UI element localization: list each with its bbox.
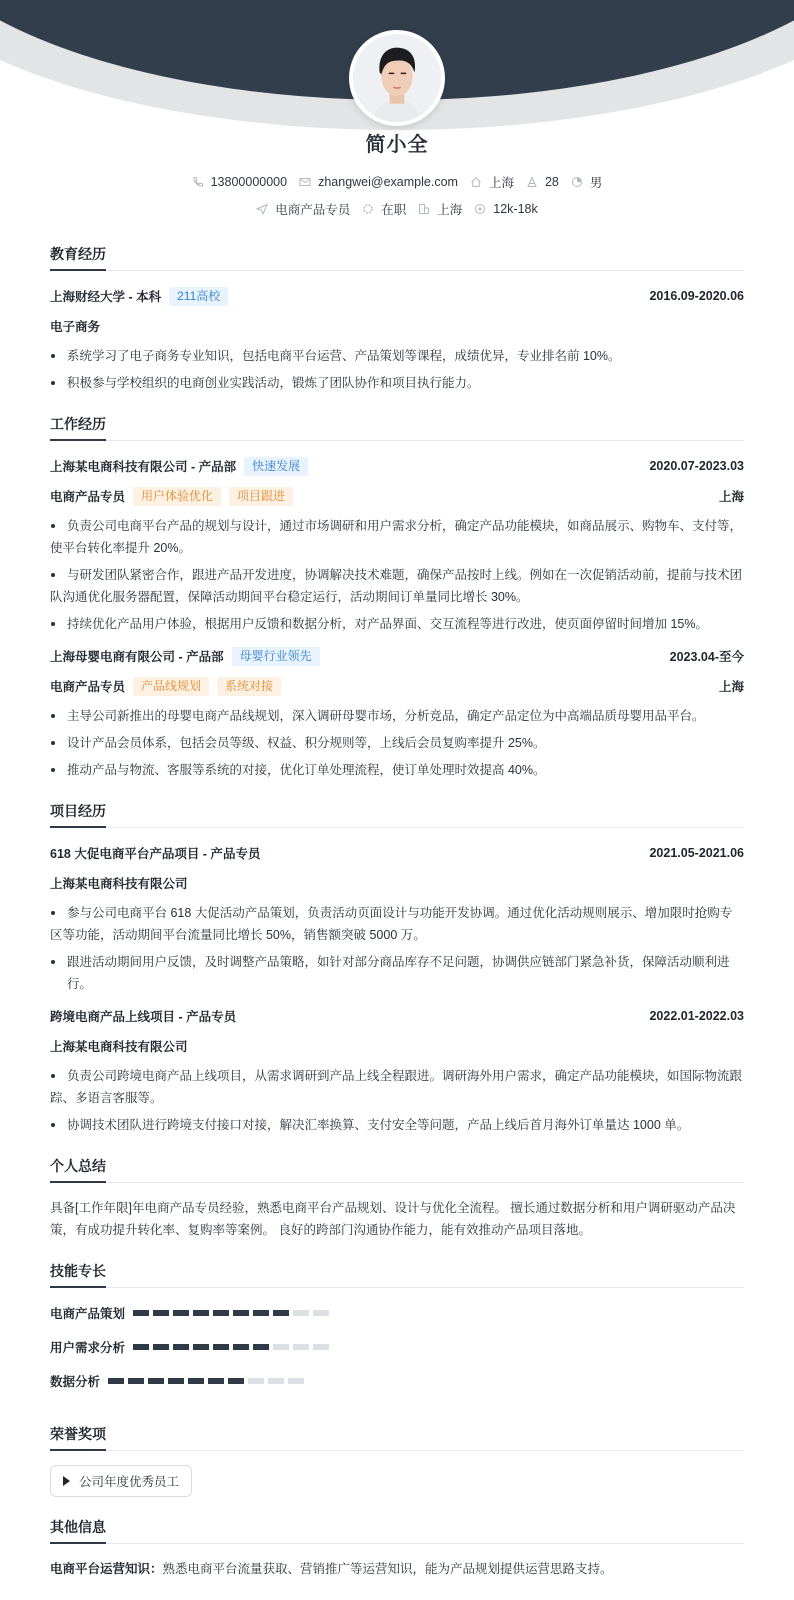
skill-segment <box>233 1310 249 1316</box>
section-title: 教育经历 <box>50 244 744 271</box>
position-item <box>256 200 350 218</box>
salary-icon <box>474 203 486 215</box>
list-item: 与研发团队紧密合作，跟进产品开发进度，协调解决技术难题，确保产品按时上线。例如在一次促销活动前，提前与技术团队沟通优化服务器配置，保障活动期间平台稳定运行，活动期间订单量同比增长 30%。 <box>50 564 744 608</box>
age-icon <box>526 176 538 188</box>
other-section <box>50 1517 744 1580</box>
city-text: 上海 <box>488 176 514 190</box>
gender-item <box>571 173 603 191</box>
list-item: 负责公司跨境电商产品上线项目，从需求调研到产品上线全程跟进。调研海外用户需求，确定产品功能模块，如国际物流跟踪、多语言客服等。 <box>50 1065 744 1109</box>
skill-segment <box>273 1310 289 1316</box>
skill-name: 电商产品策划 <box>50 1307 126 1321</box>
caret-right-icon <box>63 1476 70 1486</box>
school-name: 上海财经大学 - 本科 <box>50 290 162 304</box>
project-company: 上海某电商科技有限公司 <box>50 877 188 891</box>
skill-segment <box>253 1344 269 1350</box>
summary-text: 具备[工作年限]年电商产品专员经验，熟悉电商平台产品规划、设计与优化全流程。 擅长通过数据分析和用户调研驱动产品决策，有成功提升转化率、复购率等案例。 良好的跨部门沟通协作能力，能有效推动产品项目落地。 <box>50 1201 736 1237</box>
list-item: 协调技术团队进行跨境支付接口对接，解决汇率换算、支付安全等问题，产品上线后首月海外订单量达 1000 单。 <box>50 1114 744 1136</box>
phone-icon <box>192 176 204 188</box>
other-text: 熟悉电商平台流量获取、营销推广等运营知识，能为产品规划提供运营思路支持。 <box>162 1562 613 1576</box>
phone-item <box>192 175 287 189</box>
project-entry <box>50 1005 744 1136</box>
skill-segment <box>253 1310 269 1316</box>
skill-segment <box>213 1310 229 1316</box>
project-company: 上海某电商科技有限公司 <box>50 1040 188 1054</box>
age-item <box>526 175 559 189</box>
work-location: 上海 <box>718 680 744 694</box>
skill-segment <box>273 1344 289 1350</box>
work-date: 2020.07-2023.03 <box>649 459 744 473</box>
skill-item <box>50 1336 403 1358</box>
role-name: 电商产品专员 <box>50 490 126 504</box>
salary-text: 12k-18k <box>493 202 538 216</box>
company-name: 上海某电商科技有限公司 - 产品部 <box>50 460 237 474</box>
skill-segment <box>173 1310 189 1316</box>
home-icon <box>470 176 482 188</box>
resume-body <box>50 244 744 1600</box>
skill-segment <box>148 1378 164 1384</box>
gender-icon <box>571 176 583 188</box>
contact-row <box>0 173 794 191</box>
skill-segment <box>153 1310 169 1316</box>
gender-text: 男 <box>589 176 603 190</box>
avatar <box>349 30 445 126</box>
work-entry <box>50 645 744 781</box>
section-title: 个人总结 <box>50 1156 744 1183</box>
list-item: 跟进活动期间用户反馈，及时调整产品策略，如针对部分商品库存不足问题，协调供应链部门紧急补货，保障活动顺利进行。 <box>50 951 744 995</box>
skill-segment <box>193 1310 209 1316</box>
skill-segment <box>313 1310 329 1316</box>
skill-segment <box>228 1378 244 1384</box>
skill-segment <box>188 1378 204 1384</box>
list-item: 设计产品会员体系，包括会员等级、权益、积分规则等，上线后会员复购率提升 25%。 <box>50 732 744 754</box>
avatar-photo <box>353 34 441 122</box>
company-name: 上海母婴电商有限公司 - 产品部 <box>50 650 224 664</box>
school-tag: 211高校 <box>169 287 228 306</box>
skill-segment <box>108 1378 124 1384</box>
major: 电子商务 <box>50 320 101 334</box>
email-text: zhangwei@example.com <box>318 175 458 189</box>
awards-section <box>50 1424 744 1497</box>
skill-name: 用户需求分析 <box>50 1341 126 1355</box>
skill-level-bar <box>133 1344 333 1350</box>
section-title: 荣誉奖项 <box>50 1424 744 1451</box>
email-item <box>299 175 458 189</box>
work-entry <box>50 455 744 635</box>
education-date: 2016.09-2020.06 <box>649 289 744 303</box>
skill-segment <box>293 1310 309 1316</box>
summary-section <box>50 1156 744 1241</box>
role-name: 电商产品专员 <box>50 680 126 694</box>
section-title: 项目经历 <box>50 801 744 828</box>
award-item[interactable] <box>50 1465 192 1497</box>
skills-section <box>50 1261 744 1404</box>
list-item: 主导公司新推出的母婴电商产品线规划，深入调研母婴市场，分析竞品，确定产品定位为中高端品质母婴用品平台。 <box>50 705 744 727</box>
other-info <box>50 1558 744 1580</box>
status-item <box>362 200 406 218</box>
project-date: 2021.05-2021.06 <box>649 846 744 860</box>
list-item: 系统学习了电子商务专业知识，包括电商平台运营、产品策划等课程，成绩优异，专业排名前 10%。 <box>50 345 744 367</box>
list-item: 持续优化产品用户体验，根据用户反馈和数据分析，对产品界面、交互流程等进行改进，使页面停留时间增加 15%。 <box>50 613 744 635</box>
skill-segment <box>288 1378 304 1384</box>
skill-segment <box>168 1378 184 1384</box>
phone-text: 13800000000 <box>210 175 288 189</box>
building-icon <box>418 203 430 215</box>
skill-segment <box>213 1344 229 1350</box>
salary-item <box>474 202 537 216</box>
award-label: 公司年度优秀员工 <box>79 1475 180 1489</box>
skill-item <box>50 1302 403 1324</box>
work-city-text: 上海 <box>437 203 463 217</box>
projects-section <box>50 801 744 1136</box>
skill-segment <box>128 1378 144 1384</box>
list-item: 参与公司电商平台 618 大促活动产品策划，负责活动页面设计与功能开发协调。通过优化活动规则展示、增加限时抢购专区等功能，活动期间平台流量同比增长 50%，销售额突破 5000 万。 <box>50 902 744 946</box>
skill-segment <box>173 1344 189 1350</box>
position-text: 电商产品专员 <box>275 203 351 217</box>
position-icon <box>256 203 268 215</box>
status-text: 在职 <box>381 203 407 217</box>
company-tag: 母婴行业领先 <box>232 647 320 666</box>
work-section <box>50 414 744 781</box>
education-entry <box>50 285 744 394</box>
skill-segment <box>248 1378 264 1384</box>
role-tag: 系统对接 <box>217 677 281 696</box>
skill-segment <box>208 1378 224 1384</box>
skill-segment <box>233 1344 249 1350</box>
skill-segment <box>153 1344 169 1350</box>
work-location: 上海 <box>718 490 744 504</box>
skill-name: 数据分析 <box>50 1375 101 1389</box>
skill-level-bar <box>108 1378 308 1384</box>
role-tag: 用户体验优化 <box>133 487 221 506</box>
city-item <box>470 173 514 191</box>
role-tag: 产品线规划 <box>133 677 209 696</box>
skill-segment <box>133 1310 149 1316</box>
role-tag: 项目跟进 <box>229 487 293 506</box>
work-date: 2023.04-至今 <box>669 650 744 664</box>
work-city-item <box>418 200 462 218</box>
list-item: 推动产品与物流、客服等系统的对接，优化订单处理流程，使订单处理时效提高 40%。 <box>50 759 744 781</box>
project-name: 跨境电商产品上线项目 - 产品专员 <box>50 1010 237 1024</box>
job-intent-row <box>0 200 794 218</box>
other-label: 电商平台运营知识： <box>50 1562 163 1576</box>
skill-segment <box>268 1378 284 1384</box>
company-tag: 快速发展 <box>244 457 308 476</box>
skill-segment <box>193 1344 209 1350</box>
skill-segment <box>313 1344 329 1350</box>
status-icon <box>362 203 374 215</box>
skill-segment <box>133 1344 149 1350</box>
skill-level-bar <box>133 1310 333 1316</box>
section-title: 工作经历 <box>50 414 744 441</box>
candidate-name: 简小全 <box>365 134 429 156</box>
age-text: 28 <box>544 175 559 189</box>
list-item: 积极参与学校组织的电商创业实践活动，锻炼了团队协作和项目执行能力。 <box>50 372 744 394</box>
skill-segment <box>293 1344 309 1350</box>
list-item: 负责公司电商平台产品的规划与设计，通过市场调研和用户需求分析，确定产品功能模块，如商品展示、购物车、支付等，使平台转化率提升 20%。 <box>50 515 744 559</box>
skills-list <box>50 1302 744 1404</box>
section-title: 技能专长 <box>50 1261 744 1288</box>
section-title: 其他信息 <box>50 1517 744 1544</box>
mail-icon <box>299 176 311 188</box>
project-entry <box>50 842 744 995</box>
education-section <box>50 244 744 394</box>
project-date: 2022.01-2022.03 <box>649 1009 744 1023</box>
project-name: 618 大促电商平台产品项目 - 产品专员 <box>50 847 261 861</box>
skill-item <box>50 1370 403 1392</box>
